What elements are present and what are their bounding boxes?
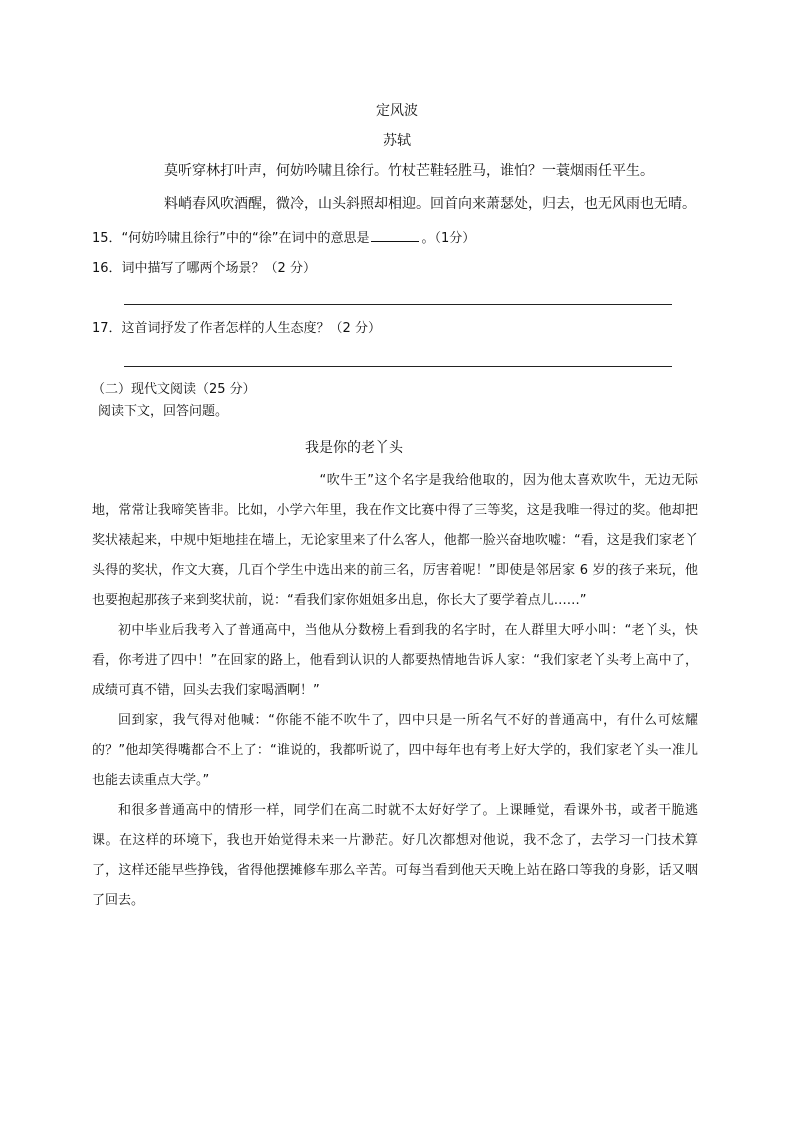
essay-paragraph-1: “吹牛王”这个名字是我给他取的，因为他太喜欢吹牛，无边无际地，常常让我啼笑皆非。比如，小学六年里，我在作文比赛中得了三等奖，这是我唯一得过的奖。他却把奖状裱起来，中规中矩地挂在墙上，无论家里来了什么客人，他都一脸兴奋地吹嘘：“看，这是我们家老丫头得的奖状，作文大赛，几百个学生中选出来的前三名，厉害着呢！”即使是邻居家 6 岁的孩子来玩，他也要抱起那孩子来到奖状前，说：“看我们家你姐姐多出息，你长大了要学着点儿……” [92, 473, 698, 608]
essay-title: 我是你的老丫头 [305, 440, 403, 456]
essay-body [92, 466, 698, 916]
question-17: 17．这首词抒发了作者怎样的人生态度？（2 分） [92, 321, 381, 336]
section-heading: （二）现代文阅读（25 分） [92, 382, 256, 397]
essay-paragraph-2: 初中毕业后我考入了普通高中，当他从分数榜上看到我的名字时，在人群里大呼小叫：“老丫头，快看，你考进了四中！”在回家的路上，他看到认识的人都要热情地告诉人家：“我们家老丫头考上高中了，成绩可真不错，回头去我们家喝酒啊！” [92, 623, 698, 698]
poem-title: 定风波 [376, 103, 418, 119]
answer-line-16 [124, 304, 672, 305]
question-15-text: 15．“何妨吟啸且徐行”中的“徐”在词中的意思是 [92, 231, 370, 246]
essay-paragraph-4: 和很多普通高中的情形一样，同学们在高二时就不太好好学了。上课睡觉，看课外书，或者干脆逃课。在这样的环境下，我也开始觉得未来一片渺茫。好几次都想对他说，我不念了，去学习一门技术算了，这样还能早些挣钱，省得他摆摊修车那么辛苦。可每当看到他天天晚上站在路口等我的身影，话又咽了回去。 [92, 803, 698, 908]
question-16: 16．词中描写了哪两个场景？（2 分） [92, 261, 316, 276]
question-15 [92, 227, 475, 249]
answer-line-17 [124, 366, 672, 367]
section-instruction: 阅读下文，回答问题。 [98, 404, 229, 419]
poem-line-2: 料峭春风吹酒醒，微冷，山头斜照却相迎。回首向来萧瑟处，归去，也无风雨也无晴。 [164, 196, 696, 212]
poem-line-1: 莫听穿林打叶声，何妨吟啸且徐行。竹杖芒鞋轻胜马，谁怕？一蓑烟雨任平生。 [164, 163, 654, 179]
essay-paragraph-3: 回到家，我气得对他喊：“你能不能不吹牛了，四中只是一所名气不好的普通高中，有什么可炫耀的？”他却笑得嘴都合不上了：“谁说的，我都听说了，四中每年也有考上好大学的，我们家老丫头一准儿也能去读重点大学。” [92, 713, 698, 788]
fill-in-blank [371, 227, 419, 242]
question-15-score: 。（1分） [421, 231, 476, 246]
poem-author: 苏轼 [383, 133, 411, 149]
